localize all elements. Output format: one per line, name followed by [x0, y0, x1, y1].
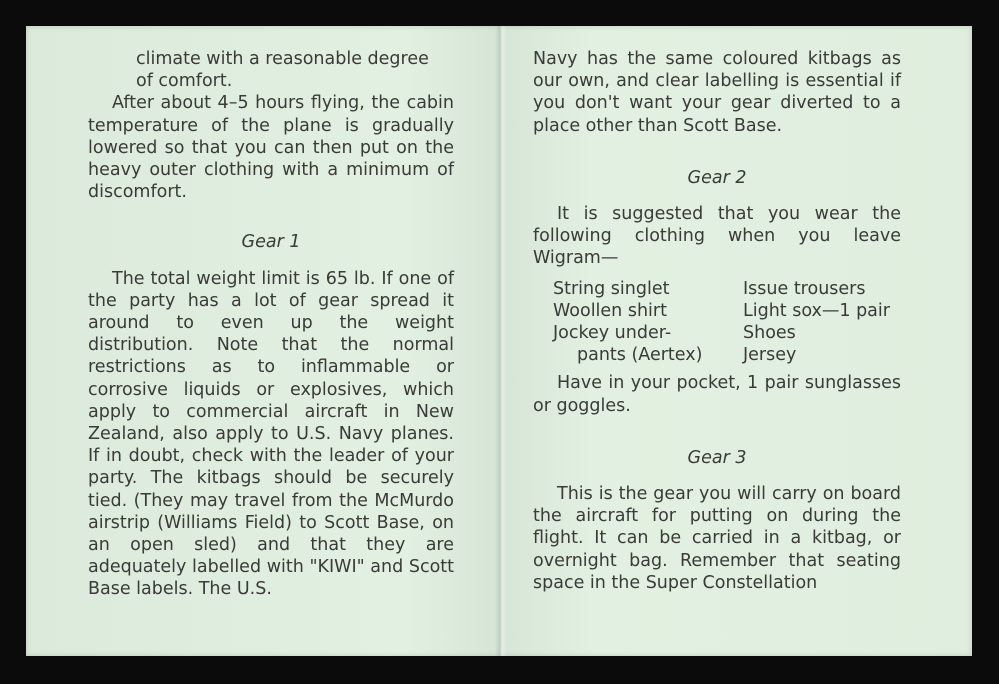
left-p1 — [88, 48, 454, 92]
heading-gear-1: Gear 1 — [241, 232, 301, 253]
right-p2: It is suggested that you wear the following clothing when you leave Wigram— — [533, 204, 901, 269]
clothing-item: Jockey under- — [553, 323, 672, 344]
clothing-item: String singlet — [553, 278, 670, 299]
right-p4: This is the gear you will carry on board the aircraft for putting on during the flight. It can be carried in a kitbag, or overnight bag. Remember that seating space in the Super Constellation — [533, 484, 901, 593]
clothing-list-right — [743, 278, 901, 367]
clothing-list-left — [553, 278, 743, 367]
center-fold — [495, 26, 507, 656]
right-page — [533, 48, 901, 594]
clothing-item: Light sox—1 pair — [743, 300, 890, 321]
left-p1-line2: of comfort. — [136, 71, 233, 92]
left-p2: After about 4–5 hours flying, the cabin temperature of the plane is gradually lowered so that you can then put on the heavy outer clothing with a minimum of discomfort. — [88, 93, 454, 203]
heading-gear-2: Gear 2 — [687, 167, 747, 188]
left-page — [88, 48, 454, 601]
clothing-item: Issue trousers — [743, 278, 866, 299]
left-p1-line1: climate with a reasonable degree — [136, 49, 429, 69]
clothing-item: Woollen shirt — [553, 300, 667, 321]
heading-gear-3: Gear 3 — [687, 447, 747, 468]
right-p3: Have in your pocket, 1 pair sunglasses or goggles. — [533, 373, 901, 416]
right-p1: Navy has the same coloured kitbags as our own, and clear labelling is essential if you don't want your gear diverted to a place other than Scott Base. — [533, 49, 901, 136]
clothing-item: Jersey — [743, 345, 797, 366]
clothing-item: Shoes — [743, 323, 796, 344]
clothing-item-continued: pants (Aertex) — [577, 345, 703, 366]
left-p3: The total weight limit is 65 lb. If one of the party has a lot of gear spread it around to even up the weight distribution. Note that the normal restrictions as to inflammable or corrosive liquids or explosives, which apply to commercial aircraft in New Zealand, also apply to U.S. Navy planes. If in doubt, check with the leader of your party. The kitbags should be securely tied. (They may travel from the McMurdo airstrip (Williams Field) to Scott Base, on an open sled) and that they are adequately labelled with "KIWI" and Scott Base labels. The U.S. — [88, 268, 454, 600]
clothing-list — [533, 278, 901, 367]
